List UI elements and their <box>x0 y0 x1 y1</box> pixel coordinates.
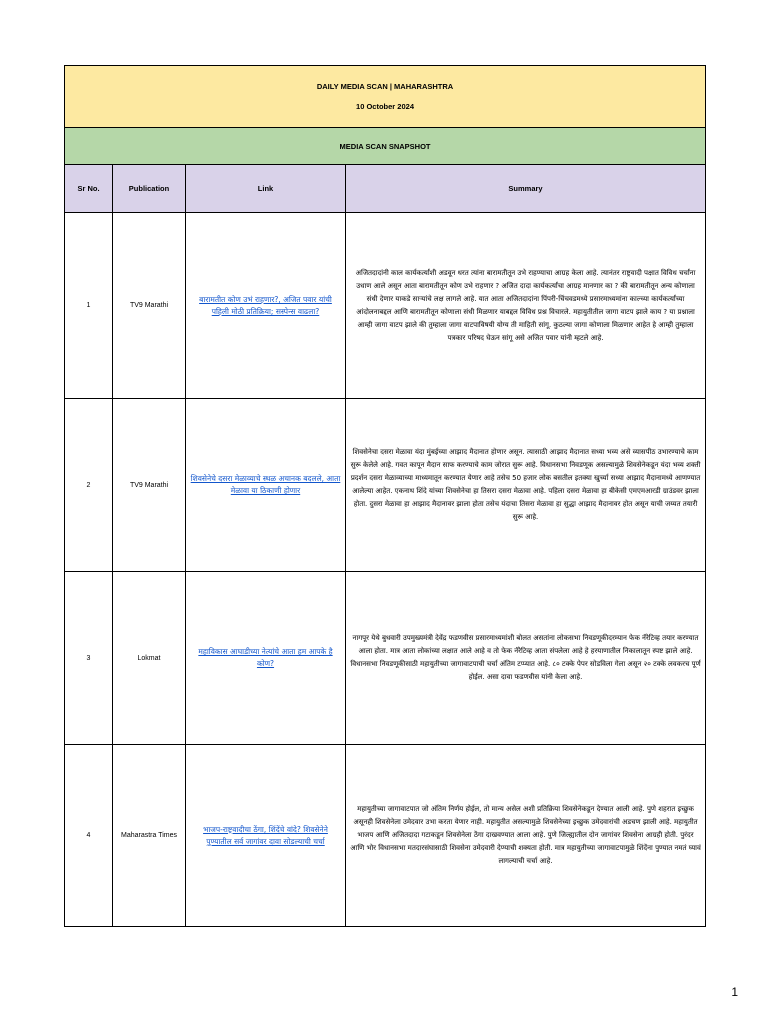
row-sr: 3 <box>65 572 113 745</box>
row-link-cell <box>186 572 346 745</box>
title-row <box>65 66 706 128</box>
table-row <box>65 572 706 745</box>
media-scan-table <box>64 65 706 927</box>
title-cell <box>65 66 706 128</box>
report-title: DAILY MEDIA SCAN | MAHARASHTRA <box>316 82 454 91</box>
column-header-row <box>65 165 706 213</box>
article-link[interactable]: महाविकास आघाडीच्या नेत्यांचे आता हम आपके है कोण? <box>198 647 333 668</box>
row-sr: 4 <box>65 745 113 927</box>
row-summary: अजितदादांनी काल कार्यकर्त्यांशी अडवून धरत त्यांना बारामतीतून उभे राहण्याचा आग्रह केला आहे. त्यानंतर राष्ट्रवादी पक्षात विविध चर्चांना उधाण आले असून आता बारामतीतून कोण उभे राहणार ? अजित दादा कार्यकर्त्यांचा आग्रह मानणार का ? की बारामतीतून अन्य कोणाला संधी देणार याकडे साऱ्यांचे लक्ष लागले आहे. यात आता अजितदादांना पिंपरी-चिंचवडमध्ये प्रसारमाध्यमांना काल्च्या कार्यकर्त्यांच्या आंदोलनाबद्दल आणि बारामतीतून कोणाला संधी मिळणार याबद्दल विविध प्रश्न विचारले. महायुतीतील जागा वाटप झाले काय ? या प्रश्नाला आम्ही जागा वाटप झाले की तुम्हाला जागा वाटपाविषयी योग्य ती माहिती सांगू. कुठल्या जागा कोणाला मिळणार आहेत हे आम्ही तुम्हाला पत्रकार परिषद घेऊन सांगू असे अजित पवार यांनी म्हटले आहे. <box>346 213 706 399</box>
article-link[interactable]: भाजप-राष्ट्रवादीचा ठेंगा, शिंदेंचे वांदे? शिवसेनेने पुण्यातील सर्व जागांवर दावा सोडल्याची चर्चा <box>203 824 328 846</box>
col-header-link: Link <box>186 165 346 213</box>
section-title: MEDIA SCAN SNAPSHOT <box>65 128 706 165</box>
page-number: 1 <box>731 985 738 999</box>
article-link[interactable]: बारामतीत कोण उभं राहणार?, अजित पवार यांची पहिली मोठी प्रतिक्रिया; सस्पेन्स वाढला? <box>199 294 332 316</box>
table-row <box>65 745 706 927</box>
article-link[interactable]: शिवसेनेचे दसरा मेळाव्याचे स्थळ अचानक बदलले, आता मेळावा या ठिकाणी होणार <box>190 474 341 495</box>
row-publication: TV9 Marathi <box>113 399 186 572</box>
col-header-sr: Sr No. <box>65 165 113 213</box>
col-header-summary: Summary <box>346 165 706 213</box>
row-publication: Maharastra Times <box>113 745 186 927</box>
table-row <box>65 213 706 399</box>
table-row <box>65 399 706 572</box>
row-sr: 2 <box>65 399 113 572</box>
row-publication: TV9 Marathi <box>113 213 186 399</box>
row-publication: Lokmat <box>113 572 186 745</box>
row-sr: 1 <box>65 213 113 399</box>
col-header-publication: Publication <box>113 165 186 213</box>
row-summary: नागपूर येथे बुधवारी उपमुख्यमंत्री देवेंद्र फडणवीस प्रसारमाध्यमांशी बोलत असतांना लोकसभा निवडणूकीदरम्यान फेक नॅरेटिव्ह तयार करण्यात आला होता. मात्र आता लोकांच्या लक्षात आले आहे व तो फेक नॅरेटिव्ह आता संपलेला आहे हे हरयाणातील निकालातून स्पष्ट झाले आहे. विधानसभा निवडणूकीसाठी महायुतीच्या जागावाटपाची चर्चा अंतिम टप्प्यात आहे. ८० टक्के पेपर सोडविला गेला असून २० टक्के लवकरच पूर्ण होईल. असा दावा फडणवीस यांनी केला आहे. <box>346 572 706 745</box>
row-summary: महायुतीच्या जागावाटपात जो अंतिम निर्णय होईल, तो मान्य असेल अशी प्रतिक्रिया शिवसेनेकडून देण्यात आली आहे. पुणे शहरात इच्छुक असूनही शिवसेनेला उमेदवार उभा करता येणार नाही. महायुतीत असल्यामुळे शिवसेनेच्या इच्छुक उमेदवारांची अडचण झाली आहे. महायुतीत भाजप आणि अजितदादा गटाकडून शिवसेनेला ठेंगा दाखवण्यात आला आहे. पुणे जिल्ह्यातील दोन जागांवर शिवसेना आग्रही होती. पुरंदर आणि भोर विधानसभा मतदारसंघासाठी शिवसेना उमेदवारी देण्याची शक्यता होती. मात्र महायुतीच्या जागावाटपामुळे शिंदेंना पुण्यात नमतं घ्यावं लागल्याची चर्चा आहे. <box>346 745 706 927</box>
row-link-cell <box>186 213 346 399</box>
row-link-cell <box>186 399 346 572</box>
row-link-cell <box>186 745 346 927</box>
section-row <box>65 128 706 165</box>
report-date: 10 October 2024 <box>356 102 414 111</box>
row-summary: शिवसेनेचा दसरा मेळावा यंदा मुंबईच्या आझाद मैदानात होणार असून. त्यासाठी आझाद मैदानात सध्या भव्य असे व्यासपीठ उभारण्याचे काम सुरू केलेले आहे. गवत कापून मैदान साफ करण्याचे काम जोरात सुरू आहे. विधानसभा निवडणूक असल्यामुळे शिवसेनेकडून यंदा भव्य शक्ती प्रदर्शन दसरा मेळाव्याच्या माध्यमातून करण्यात येणार आहे तसेच 50 हजार लोक बसतील इतक्या खुर्च्या सध्या आझाद मैदानामध्ये आणण्यात आलेल्या आहेत. एकनाथ शिंदे यांच्या शिवसेनेचा हा तिसरा दसरा मेळावा आहे. पहिला दसरा मेळावा हा बीकेसी एमएमआरडी ग्राउंडवर झाला होता. दुसरा मेळावा हा आझाद मैदानावर झाला होता तसेच यंदाचा तिसरा मेळावा हा सुद्धा आझाद मैदानावर होत असून याची जय्यत तयारी सुरू आहे. <box>346 399 706 572</box>
